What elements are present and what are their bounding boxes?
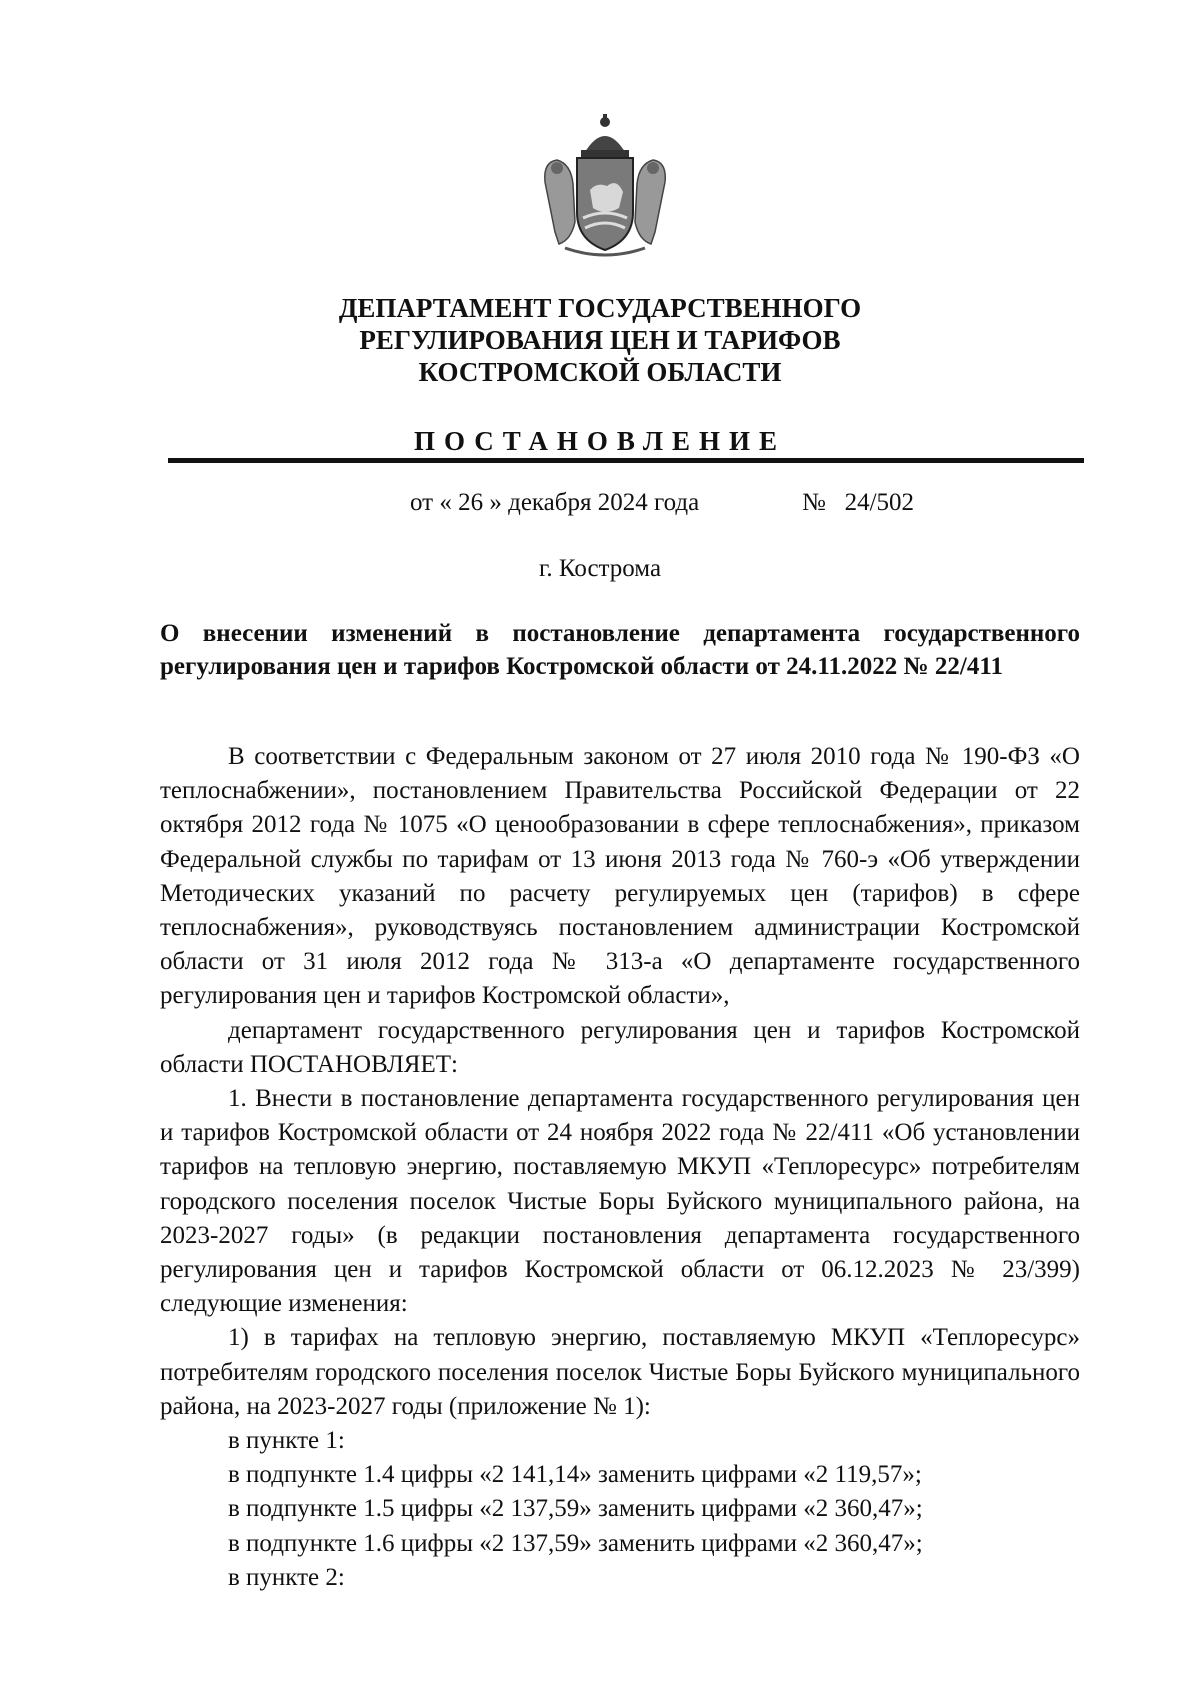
list-item: в подпункте 1.5 цифры «2 137,59» заменить цифрами «2 360,47»; xyxy=(228,1495,923,1523)
paragraph: департамент государственного регулирования цен и тарифов Костромской области ПОСТАНОВЛЯЕТ: xyxy=(160,1016,1080,1078)
department-line: ДЕПАРТАМЕНТ ГОСУДАРСТВЕННОГО xyxy=(338,293,862,323)
list-item: в подпункте 1.4 цифры «2 141,14» заменить цифрами «2 119,57»; xyxy=(228,1461,922,1489)
paragraph: 1) в тарифах на тепловую энергию, поставляемую МКУП «Теплоресурс» потребителям городского поселения поселок Чистые Боры Буйского муниципального района, на 2023-2027 годы (приложение № 1): xyxy=(160,1324,1080,1420)
paragraph: 1. Внести в постановление департамента государственного регулирования цен и тарифов Костромской области от 24 ноября 2022 года № 22/411 «Об установлении тарифов на тепловую энергию, поставляемую МКУП «Теплоресурс» потребителям городского поселения поселок Чистые Боры Буйского муниципального района, на 2023-2027 годы» (в редакции постановления департамента государственного регулирования цен и тарифов Костромской области от 06.12.2023 № 23/399) следующие изменения: xyxy=(160,1085,1080,1318)
department-line: КОСТРОМСКОЙ ОБЛАСТИ xyxy=(418,357,782,387)
document-date: от « 26 » декабря 2024 года xyxy=(410,489,700,516)
list-item: в пункте 2: xyxy=(228,1563,345,1591)
document-number: № 24/502 xyxy=(802,489,915,516)
document-type: ПОСТАНОВЛЕНИЕ xyxy=(413,426,787,456)
list-item: в подпункте 1.6 цифры «2 137,59» заменить цифрами «2 360,47»; xyxy=(228,1529,923,1557)
document-city: г. Кострома xyxy=(538,555,662,582)
paragraph: В соответствии с Федеральным законом от 27 июля 2010 года № 190-ФЗ «О теплоснабжении», постановлением Правительства Российской Федерации от 22 октября 2012 года № 1075 «О ценообразовании в сфере теплоснабжения», приказом Федеральной службы по тарифам от 13 июня 2013 года № 760-э «Об утверждении Методических указаний по расчету регулируемых цен (тарифов) в сфере теплоснабжения», руководствуясь постановлением администрации Костромской области от 31 июля 2012 года № 313-а «О департаменте государственного регулирования цен и тарифов Костромской области», xyxy=(160,743,1080,1010)
document-body xyxy=(160,740,1080,1595)
header-divider xyxy=(168,458,1084,463)
list-item: в пункте 1: xyxy=(228,1427,345,1455)
department-line: РЕГУЛИРОВАНИЯ ЦЕН И ТАРИФОВ xyxy=(359,325,841,355)
department-name xyxy=(0,292,1200,388)
document-title: О внесении изменений в постановление департамента государственного регулирования цен и тарифов Костромской области от 24.11.2022 № 22/411 xyxy=(160,620,1080,680)
coat-of-arms-icon xyxy=(535,112,675,262)
